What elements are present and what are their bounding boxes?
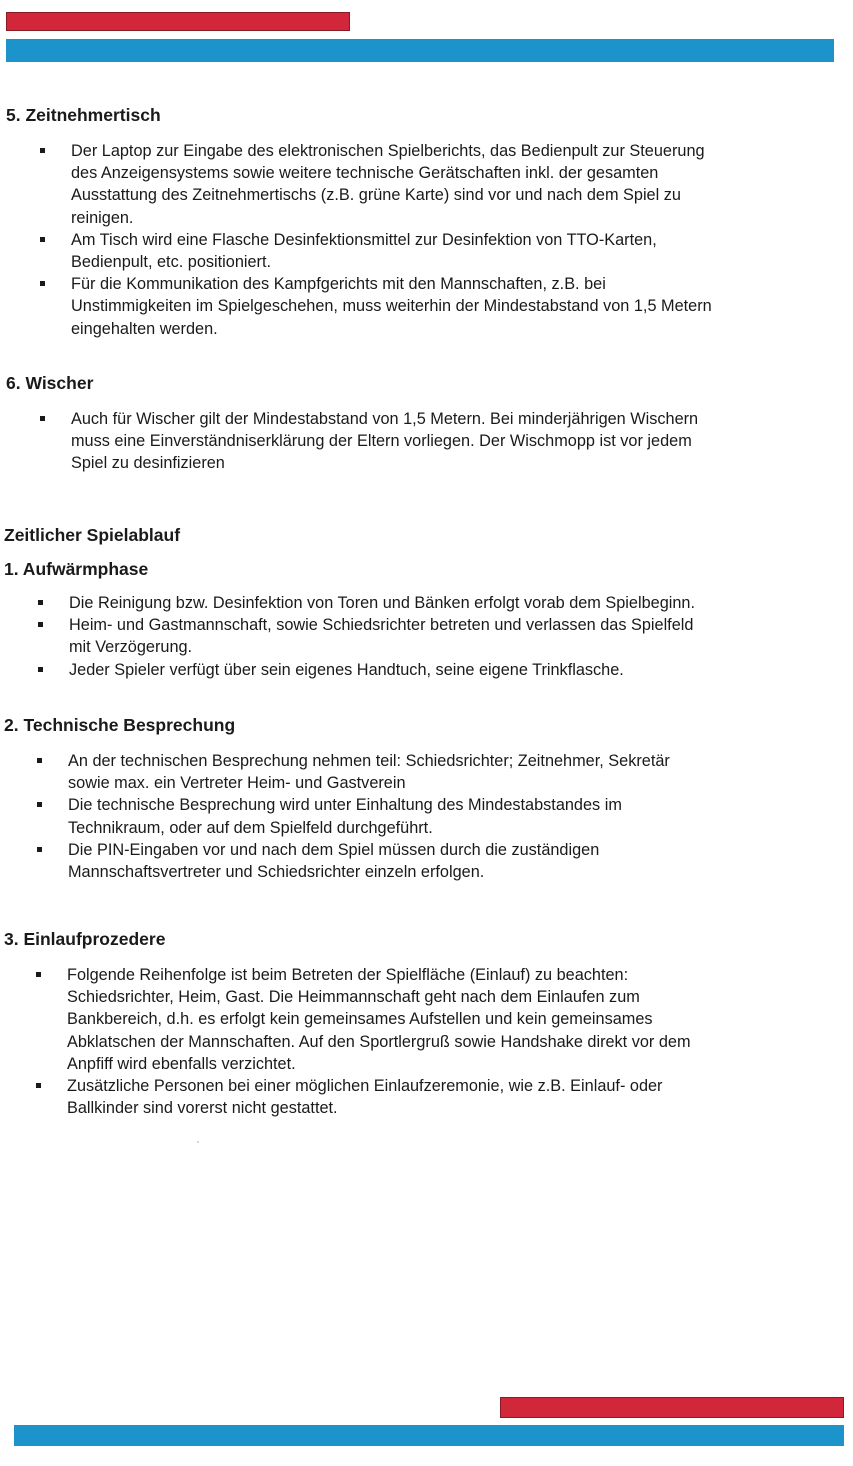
section-zeitnehmertisch <box>0 104 845 340</box>
bullet-item-line: Bankbereich, d.h. es erfolgt kein gemeinsames Aufstellen und kein gemeinsames <box>67 1010 653 1029</box>
bullet-item <box>68 750 845 794</box>
bullet-item-line: Abklatschen der Mannschaften. Auf den Sportlergruß sowie Handshake direkt vor dem <box>67 1032 691 1051</box>
bullet-item-line: Die Reinigung bzw. Desinfektion von Toren und Bänken erfolgt vorab dem Spielbeginn. <box>69 594 696 612</box>
bullet-item-line: Die PIN-Eingaben vor und nach dem Spiel müssen durch die zuständigen <box>68 840 600 859</box>
bullet-item-line: Für die Kommunikation des Kampfgerichts mit den Mannschaften, z.B. bei <box>71 275 606 294</box>
bullet-item-line: Technikraum, oder auf dem Spielfeld durchgeführt. <box>68 818 433 837</box>
bullet-item-line: Die technische Besprechung wird unter Einhaltung des Mindestabstandes im <box>68 796 622 815</box>
bullet-item-line: Ballkinder sind vorerst nicht gestattet. <box>67 1099 338 1118</box>
scan-speck <box>197 1141 199 1143</box>
bullet-item <box>71 273 845 340</box>
bullet-item-line: sowie max. ein Vertreter Heim- und Gastverein <box>68 774 406 793</box>
section-heading: 5. Zeitnehmertisch <box>6 105 161 125</box>
bullet-item <box>67 964 845 1075</box>
section-zeitlicher-spielablauf <box>0 524 845 546</box>
section-aufwaermphase <box>0 558 845 681</box>
bullet-item <box>68 839 845 883</box>
bullet-item-line: Am Tisch wird eine Flasche Desinfektionsmittel zur Desinfektion von TTO-Karten, <box>71 230 657 249</box>
bullet-item-line: Jeder Spieler verfügt über sein eigenes Handtuch, seine eigene Trinkflasche. <box>69 660 624 679</box>
bullet-list <box>71 408 845 475</box>
header-red-bar <box>6 12 350 31</box>
section-technische-besprechung <box>0 714 845 883</box>
section-heading: 3. Einlaufprozedere <box>4 929 166 949</box>
section-heading: 1. Aufwärmphase <box>4 559 149 579</box>
bullet-item <box>71 408 845 475</box>
bullet-item-line: Auch für Wischer gilt der Mindestabstand von 1,5 Metern. Bei minderjährigen Wischern <box>71 410 699 428</box>
bullet-item-line: Bedienpult, etc. positioniert. <box>71 253 272 272</box>
header-blue-bar <box>6 39 834 62</box>
bullet-item-line: An der technischen Besprechung nehmen teil: Schiedsrichter; Zeitnehmer, Sekretär <box>68 752 670 770</box>
bullet-item-line: Ausstattung des Zeitnehmertischs (z.B. grüne Karte) sind vor und nach dem Spiel zu <box>71 186 681 205</box>
bullet-item <box>71 140 845 229</box>
bullet-list <box>71 140 845 340</box>
bullet-item <box>69 614 845 658</box>
section-heading: 6. Wischer <box>6 373 94 393</box>
bullet-item-line: eingehalten werden. <box>71 319 218 338</box>
bullet-item-line: Zusätzliche Personen bei einer möglichen Einlaufzeremonie, wie z.B. Einlauf- oder <box>67 1077 663 1096</box>
bullet-item <box>68 794 845 838</box>
bullet-item <box>67 1075 845 1119</box>
bullet-item-line: Anpfiff wird ebenfalls verzichtet. <box>67 1054 296 1073</box>
bullet-list <box>67 964 845 1119</box>
bullet-item-line: des Anzeigensystems sowie weitere technische Gerätschaften inkl. der gesamten <box>71 164 659 183</box>
bullet-item-line: Mannschaftsvertreter und Schiedsrichter einzeln erfolgen. <box>68 863 485 882</box>
bullet-item <box>69 659 845 681</box>
section-einlaufprozedere <box>0 928 845 1119</box>
bullet-item-line: Unstimmigkeiten im Spielgeschehen, muss weiterhin der Mindestabstand von 1,5 Metern <box>71 297 712 316</box>
bullet-list <box>68 750 845 883</box>
bullet-item <box>71 229 845 273</box>
bullet-item-line: muss eine Einverständniserklärung der Eltern vorliegen. Der Wischmopp ist vor jedem <box>71 432 692 451</box>
bullet-item <box>69 592 845 614</box>
footer-red-bar <box>500 1397 844 1418</box>
bullet-item-line: reinigen. <box>71 208 134 227</box>
bullet-item-line: Spiel zu desinfizieren <box>71 454 225 473</box>
footer-blue-bar <box>14 1425 844 1446</box>
section-wischer <box>0 372 845 475</box>
bullet-item-line: Der Laptop zur Eingabe des elektronischen Spielberichts, das Bedienpult zur Steuerung <box>71 142 705 160</box>
bullet-item-line: Folgende Reihenfolge ist beim Betreten der Spielfläche (Einlauf) zu beachten: <box>67 966 629 984</box>
section-heading: Zeitlicher Spielablauf <box>4 525 181 545</box>
bullet-item-line: Schiedsrichter, Heim, Gast. Die Heimmannschaft geht nach dem Einlaufen zum <box>67 988 640 1007</box>
section-heading: 2. Technische Besprechung <box>4 715 236 735</box>
bullet-item-line: Heim- und Gastmannschaft, sowie Schiedsrichter betreten und verlassen das Spielfeld <box>69 616 694 635</box>
bullet-list <box>69 592 845 681</box>
bullet-item-line: mit Verzögerung. <box>69 638 193 657</box>
